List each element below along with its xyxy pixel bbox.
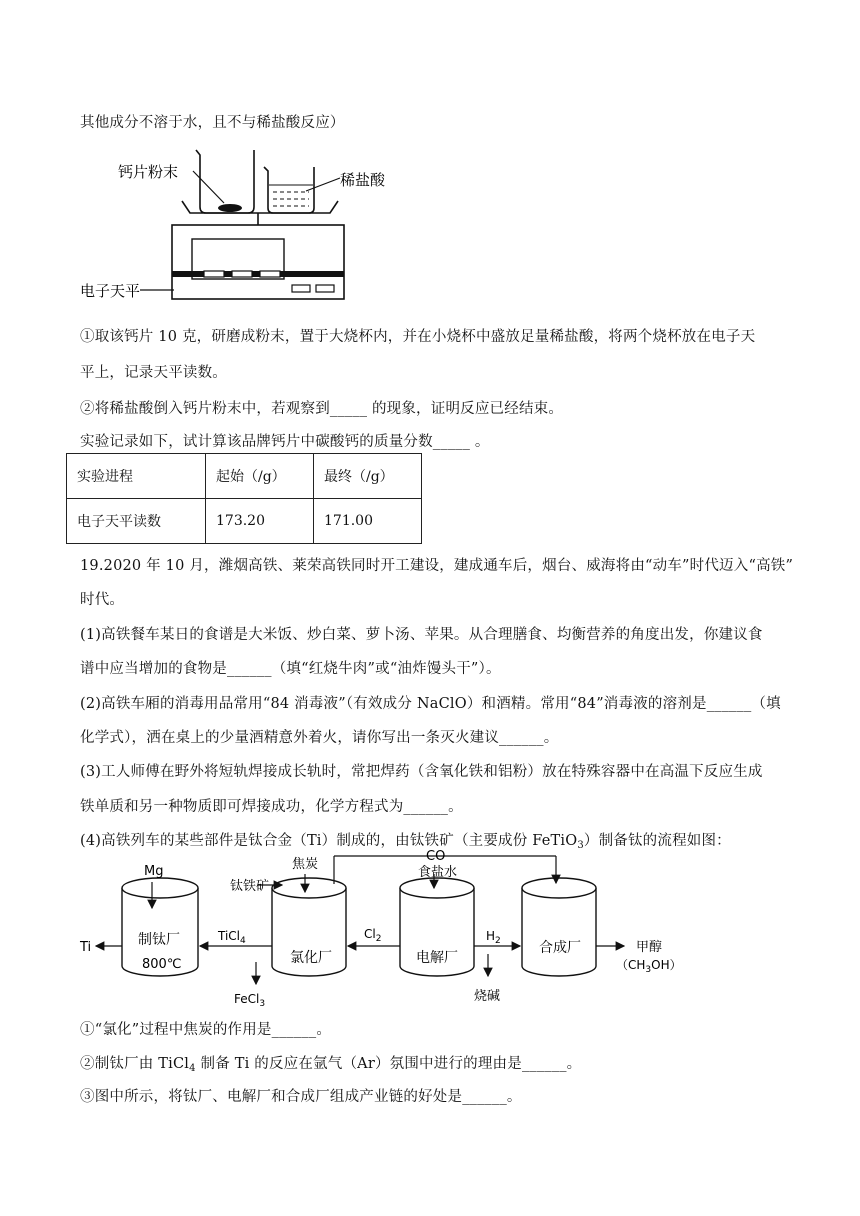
label-fecl3: FeCl$_3$ (234, 992, 266, 1009)
balance-button (292, 285, 310, 292)
q19-stem-line1: 19.2020 年 10 月，潍烟高铁、莱荣高铁同时开工建设，建成通车后，烟台、威海将由“动车”时代迈入“高铁” (80, 558, 794, 574)
table-header-row (67, 454, 422, 499)
step1-line1: ①取该钙片 10 克，研磨成粉末，置于大烧杯内，并在小烧杯中盛放足量稀盐酸，将两个烧杯放在电子天 (80, 329, 756, 345)
label-h2: $H_2$ (486, 929, 501, 946)
label-acid: 稀盐酸 (340, 171, 386, 189)
step2-line: ②将稀盐酸倒入钙片粉末中，若观察到_____ 的现象，证明反应已经结束。 (80, 401, 564, 417)
label-co: CO (426, 849, 446, 864)
experiment-table (66, 453, 422, 544)
balance-button (316, 285, 334, 292)
q19-part2-line2: 化学式），洒在桌上的少量酒精意外着火，请你写出一条灭火建议______。 (80, 730, 559, 746)
balance-apparatus-figure (78, 145, 408, 305)
label-methanol-formula: $(CH_3OH)$ (616, 958, 682, 975)
table-cell: 173.20 (206, 499, 314, 544)
table-header-cell: 最终（/g） (314, 454, 422, 499)
label-temperature: 800℃ (142, 957, 182, 972)
record-line: 实验记录如下，试计算该品牌钙片中碳酸钙的质量分数_____ 。 (80, 434, 490, 450)
q19-sub1-line: ①“氯化”过程中焦炭的作用是______。 (80, 1022, 332, 1038)
label-methanol: 甲醇 (636, 940, 663, 955)
q19-part1-line2: 谱中应当增加的食物是______（填“红烧牛肉”或“油炸馒头干”）。 (80, 661, 501, 677)
label-coke: 焦炭 (292, 857, 319, 872)
q19-sub2-line: ②制钛厂由 TiCl$_4$ 制备 Ti 的反应在氩气（Ar）氛围中进行的理由是______。 (80, 1056, 582, 1074)
label-cl2: $Cl_2$ (364, 927, 382, 944)
table-cell: 电子天平读数 (67, 499, 206, 544)
label-synthesis-plant: 合成厂 (539, 940, 581, 956)
q19-part3-line2: 铁单质和另一种物质即可焊接成功，化学方程式为______。 (80, 799, 463, 815)
synthesis-plant-tank (522, 878, 596, 976)
q19-part3-line1: (3)工人师傅在野外将短轨焊接成长轨时，常把焊药（含氧化铁和铝粉）放在特殊容器中在高温下反应生成 (80, 764, 763, 780)
label-ti: Ti (80, 940, 92, 955)
label-powder: 钙片粉末 (118, 163, 179, 181)
q19-stem-line2: 时代。 (80, 592, 125, 608)
titanium-flow-diagram (76, 848, 696, 1010)
q19-part2-line1: (2)高铁车厢的消毒用品常用“84 消毒液”（有效成分 NaClO）和酒精。常用“84”消毒液的溶剂是______（填 (80, 696, 781, 712)
label-titanium-plant: 制钛厂 (138, 932, 180, 948)
table-cell: 171.00 (314, 499, 422, 544)
q19-sub3-line: ③图中所示，将钛厂、电解厂和合成厂组成产业链的好处是______。 (80, 1089, 522, 1105)
powder-pile (218, 204, 242, 212)
table-row (67, 499, 422, 544)
table-header-cell: 实验进程 (67, 454, 206, 499)
label-ilmenite: 钛铁矿 (230, 879, 270, 894)
label-mg: Mg (144, 864, 164, 879)
label-caustic-soda: 烧碱 (474, 989, 501, 1004)
label-chlorination-plant: 氯化厂 (290, 950, 332, 966)
table-header-cell: 起始（/g） (206, 454, 314, 499)
q19-part4-line: (4)高铁列车的某些部件是钛合金（Ti）制成的，由钛铁矿（主要成份 FeTiO$_3$）制备钛的流程如图： (80, 833, 731, 851)
big-beaker (196, 150, 254, 213)
label-balance: 电子天平 (80, 282, 141, 300)
intro-line: 其他成分不溶于水，且不与稀盐酸反应） (80, 115, 345, 131)
label-electrolysis-plant: 电解厂 (416, 950, 458, 966)
step1-line2: 平上，记录天平读数。 (80, 365, 227, 381)
q19-part1-line1: (1)高铁餐车某日的食谱是大米饭、炒白菜、萝卜汤、苹果。从合理膳食、均衡营养的角度出发，你建议食 (80, 627, 763, 643)
label-ticl4: TiCl$_4$ (218, 929, 246, 946)
label-brine: 食盐水 (418, 865, 458, 880)
